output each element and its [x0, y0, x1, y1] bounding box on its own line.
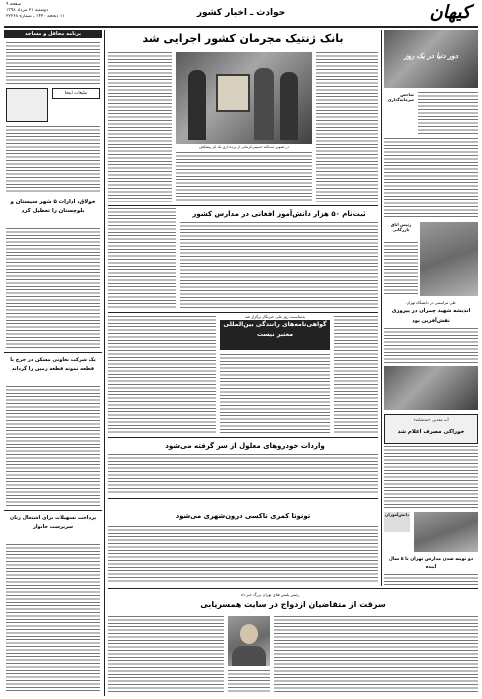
- masthead-rule: [4, 26, 478, 28]
- certificate-text-2: [108, 316, 216, 434]
- bottom-text-right: [274, 616, 478, 694]
- photo-figure-2: [254, 68, 274, 140]
- certificate-headline: گواهی‌نامه‌های رانندگی بین‌المللی معتبر نیست: [220, 320, 330, 350]
- left-rule-1: [4, 352, 102, 353]
- section-title: حوادث ـ اخبار کشور: [196, 8, 286, 18]
- tabloid-headline: خوراکی مصرف اعلام شد: [397, 429, 465, 435]
- tabloid-kicker: آب معدنی «به‌نشانه»: [413, 417, 449, 422]
- sidebar-photo-1: [420, 222, 478, 296]
- bottom-text-left: [108, 616, 224, 694]
- sidebar-box-label: دانش‌آموزان: [384, 512, 410, 532]
- certificate-kicker: به‌مناسبت روز ملی خبرنگار برگزار شد: [244, 314, 306, 319]
- certificate-text-top: [108, 208, 176, 308]
- tehran-text: [108, 526, 378, 584]
- issue-line: ۱۱ ذیحجه ۱۴۴۰ ـ شماره ۲۲۲۶۸: [6, 14, 65, 19]
- left-text-5: [6, 544, 100, 692]
- left-text-2: [6, 126, 100, 192]
- bank-text-col-1: [108, 52, 172, 202]
- rule-afghan: [108, 205, 378, 206]
- sidebar-text-3: [384, 242, 418, 296]
- left-divider: [104, 30, 105, 696]
- left-headline-3: پرداخت تسهیلات برای اشتغال زنان سرپرست خانوار: [9, 515, 97, 530]
- school-headline: دو نوبته شدن مدارس تهران تا ۵ سال آینده: [388, 557, 474, 570]
- sidebar-text-4: [384, 446, 478, 508]
- photo-figure-1: [188, 70, 206, 140]
- bank-text-col-right: [316, 52, 378, 202]
- rule-car: [108, 437, 378, 438]
- left-headline-2: یک شرکت تعاونی مسکن در خرج با قطعه نمونه قطعه زمین را گرداند: [10, 357, 96, 372]
- shohada-photo: [384, 366, 478, 410]
- rule-certificate: [108, 312, 378, 313]
- portrait-head: [240, 624, 258, 644]
- shohada-headline: اندیشه شهید چمران در پیروزی نقش‌آفرین بود: [391, 308, 471, 324]
- sidebar-banner-text: دور دنیا در یک روز: [404, 52, 458, 60]
- left-text-1: [6, 42, 100, 84]
- main-photo: [176, 52, 312, 144]
- sidebar-news-label: رئیس اتاق بازرگانی: [390, 222, 412, 232]
- bank-text-under-photo: [176, 152, 312, 202]
- afghan-headline: ثبت‌نام ۵۰ هزار دانش‌آموز افغانی در مدارس کشور: [192, 210, 366, 218]
- left-text-3: [6, 228, 100, 348]
- shohada-text: [384, 328, 478, 364]
- tehran-headline: تونوتا کمری تاکسی درون‌شهری می‌شود: [175, 512, 311, 520]
- photo-figure-3: [280, 72, 298, 140]
- certificate-text-1: [220, 354, 330, 434]
- bottom-kicker: رئیس پلیس فتای تهران بزرگ خبر داد: [240, 592, 300, 597]
- right-divider: [381, 30, 382, 586]
- left-column: [4, 30, 102, 696]
- sidebar-text-2: [384, 138, 478, 218]
- shohada-kicker: طی مراسمی در دانشگاه تهران: [406, 300, 456, 305]
- school-text: [384, 574, 478, 586]
- portrait-body: [232, 646, 266, 666]
- bottom-text-under-portrait: [228, 670, 270, 694]
- tabloid-box: [384, 414, 478, 444]
- page-label: صفحه ۹: [6, 2, 22, 7]
- left-headline-1: خولاق، ادارات ۵ شهر سیستان و بلوچستان را تعطیل کرد: [10, 199, 96, 214]
- sidebar-photo-2: [414, 512, 478, 552]
- rule-bottom: [108, 588, 478, 589]
- car-headline: واردات خودروهای معلول از سر گرفته می‌شود: [165, 442, 325, 450]
- left-text-4: [6, 386, 100, 506]
- rule-tehran: [108, 498, 378, 499]
- date-line: دوشنبه ۲۱ مرداد ۱۳۹۸: [6, 8, 49, 13]
- sidebar-strip-label: شاخص سرمایه‌گذاری: [387, 92, 414, 102]
- afghan-text: [180, 222, 378, 310]
- bank-headline: بانک ژنتیک مجرمان کشور اجرایی شد: [142, 32, 344, 45]
- left-rule-2: [4, 510, 102, 511]
- certificate-text-3: [334, 316, 378, 434]
- photo-painting: [216, 74, 250, 112]
- masthead: [0, 0, 482, 26]
- main-photo-caption: در تصویر آیت‌الله حسینی‌کرمانی از پرده‌داری یک اثر پیشکش: [199, 145, 289, 149]
- sidebar-text-1: [418, 92, 478, 134]
- sidebar-banner: [384, 30, 478, 88]
- logo: کیهان: [429, 2, 471, 23]
- car-text: [108, 454, 378, 494]
- bottom-portrait: [228, 616, 270, 666]
- certificate-box: [108, 208, 176, 308]
- left-small-box: تبلیغات اینجا: [52, 88, 100, 99]
- bottom-headline: سرقت از متقاضیان ازدواج در سایت همسریابی: [200, 600, 386, 609]
- left-column-header: برنامه محافل و مساجد: [4, 30, 102, 38]
- left-logo-box: [6, 88, 48, 122]
